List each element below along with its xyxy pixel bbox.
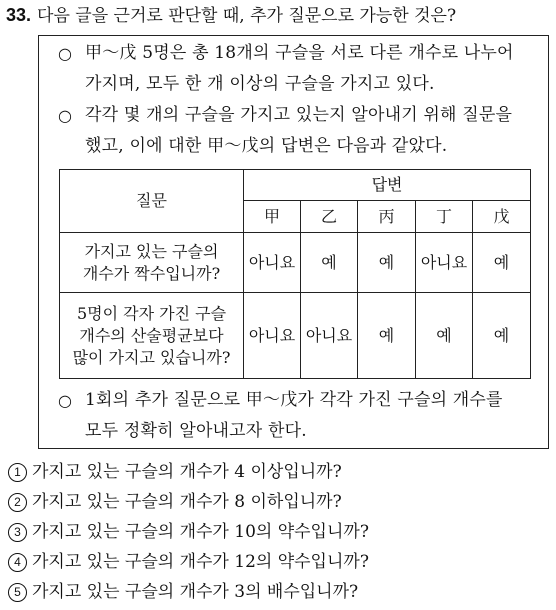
answer-cell: 예 xyxy=(473,293,531,379)
option-text: 가지고 있는 구슬의 개수가 10의 약수입니까? xyxy=(32,522,369,542)
table-header-person: 甲 xyxy=(244,201,301,233)
answer-cell: 아니요 xyxy=(416,233,473,293)
bullet-icon: ○ xyxy=(58,44,72,63)
table-row xyxy=(60,293,531,379)
row-question-line: 많이 가지고 있습니까? xyxy=(72,347,231,367)
option-text: 가지고 있는 구슬의 개수가 8 이하입니까? xyxy=(32,492,342,512)
answer-cell: 예 xyxy=(358,233,416,293)
passage-paragraph-2 xyxy=(58,100,540,162)
passage-line: 1회의 추가 질문으로 甲～戊가 각각 가진 구슬의 개수를 xyxy=(85,390,503,410)
option-text: 가지고 있는 구슬의 개수가 12의 약수입니까? xyxy=(32,552,369,572)
row-question-line: 개수가 짝수입니까? xyxy=(82,263,221,283)
table-header-person: 戊 xyxy=(473,201,531,233)
option-5[interactable] xyxy=(8,580,358,604)
question-number: 33. xyxy=(6,5,32,25)
option-text: 가지고 있는 구슬의 개수가 3의 배수입니까? xyxy=(32,582,359,602)
answer-cell: 아니요 xyxy=(244,233,301,293)
bullet-icon: ○ xyxy=(58,106,72,125)
passage-paragraph-3 xyxy=(58,385,540,447)
option-3[interactable] xyxy=(8,520,369,544)
passage-line: 했고, 이에 대한 甲～戊의 답변은 다음과 같았다. xyxy=(85,136,448,156)
answer-cell: 아니요 xyxy=(301,293,358,379)
question-stem xyxy=(6,3,456,28)
answer-cell: 아니요 xyxy=(244,293,301,379)
row-question-cell xyxy=(60,293,244,379)
table-header-question: 질문 xyxy=(60,170,244,233)
question-text: 다음 글을 근거로 판단할 때, 추가 질문으로 가능한 것은? xyxy=(37,6,457,26)
answer-cell: 예 xyxy=(416,293,473,379)
table-row xyxy=(60,233,531,293)
row-question-line: 5명이 각자 가진 구슬 xyxy=(76,303,227,323)
option-number-icon: 2 xyxy=(8,493,27,512)
row-question-cell xyxy=(60,233,244,293)
answer-cell: 예 xyxy=(473,233,531,293)
table-header-person: 丙 xyxy=(358,201,416,233)
option-number-icon: 1 xyxy=(8,463,27,482)
option-1[interactable] xyxy=(8,460,342,484)
option-4[interactable] xyxy=(8,550,369,574)
answer-cell: 예 xyxy=(301,233,358,293)
option-number-icon: 3 xyxy=(8,523,27,542)
passage-box xyxy=(38,35,549,449)
answer-cell: 예 xyxy=(358,293,416,379)
option-number-icon: 4 xyxy=(8,553,27,572)
passage-paragraph-1 xyxy=(58,38,540,100)
row-question-line: 가지고 있는 구슬의 xyxy=(84,241,219,261)
option-text: 가지고 있는 구슬의 개수가 4 이상입니까? xyxy=(32,462,342,482)
table-header-person: 丁 xyxy=(416,201,473,233)
passage-line: 모두 정확히 알아내고자 한다. xyxy=(85,421,307,441)
passage-line: 甲～戊 5명은 총 18개의 구슬을 서로 다른 개수로 나누어 xyxy=(85,43,514,63)
table-header-person: 乙 xyxy=(301,201,358,233)
option-number-icon: 5 xyxy=(8,583,27,602)
passage-line: 각각 몇 개의 구슬을 가지고 있는지 알아내기 위해 질문을 xyxy=(85,105,513,125)
option-2[interactable] xyxy=(8,490,342,514)
passage-line: 가지며, 모두 한 개 이상의 구슬을 가지고 있다. xyxy=(85,74,435,94)
answer-table xyxy=(59,169,531,379)
table-header-answer: 답변 xyxy=(244,170,531,201)
row-question-line: 개수의 산술평균보다 xyxy=(79,325,224,345)
bullet-icon: ○ xyxy=(58,391,72,410)
